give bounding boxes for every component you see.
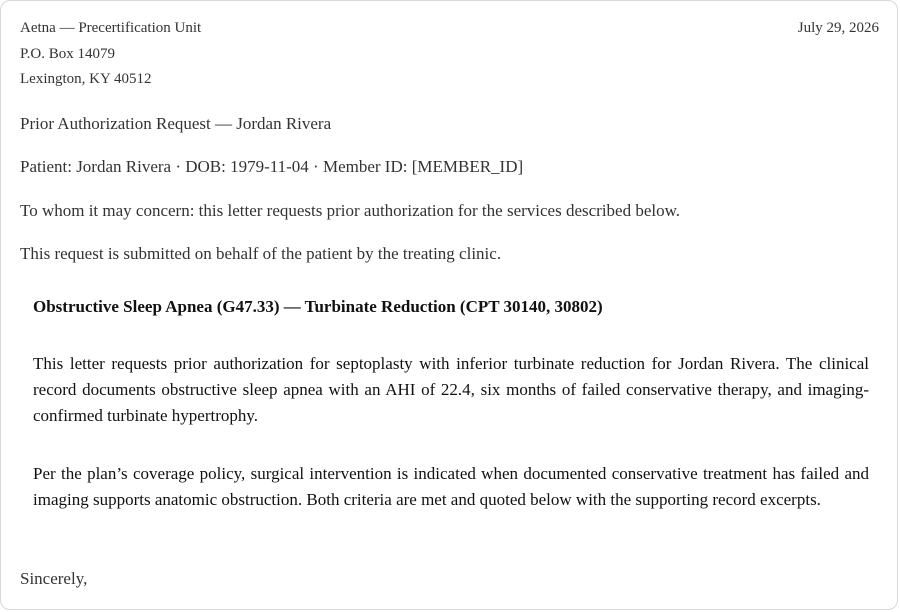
clinical-section xyxy=(33,297,869,317)
clinical-paragraph-1 xyxy=(33,351,869,429)
clinical-paragraph-2 xyxy=(33,461,869,513)
closing: Sincerely, xyxy=(20,569,88,588)
patient-info-line: Patient: Jordan Rivera · DOB: 1979-11-04 · Member ID: [MEMBER_ID] xyxy=(20,157,524,176)
submission-note: This request is submitted on behalf of the patient by the treating clinic. xyxy=(20,244,502,263)
section-paragraph: This letter requests prior authorization for septoplasty with inferior turbinate reduction for Jordan Rivera. The clinical record documents obstructive sleep apnea with an AHI of 22.4, six months of failed conservative therapy, and imaging-confirmed turbinate hypertrophy. xyxy=(33,354,869,425)
letter-date: July 29, 2026 xyxy=(797,20,879,36)
letter-subject: Prior Authorization Request — Jordan Rivera xyxy=(20,114,332,133)
recipient-name-line: Aetna — Precertification Unit xyxy=(20,20,202,36)
recipient-city-line: Lexington, KY 40512 xyxy=(20,71,152,87)
salutation-paragraph: To whom it may concern: this letter requests prior authorization for the services described below. xyxy=(20,201,681,220)
recipient-address-line: P.O. Box 14079 xyxy=(20,46,116,62)
section-heading: Obstructive Sleep Apnea (G47.33) — Turbinate Reduction (CPT 30140, 30802) xyxy=(33,297,603,316)
section-paragraph: Per the plan’s coverage policy, surgical intervention is indicated when documented conservative treatment has failed and imaging supports anatomic obstruction. Both criteria are met and quoted below with the supporting record excerpts. xyxy=(33,464,869,509)
